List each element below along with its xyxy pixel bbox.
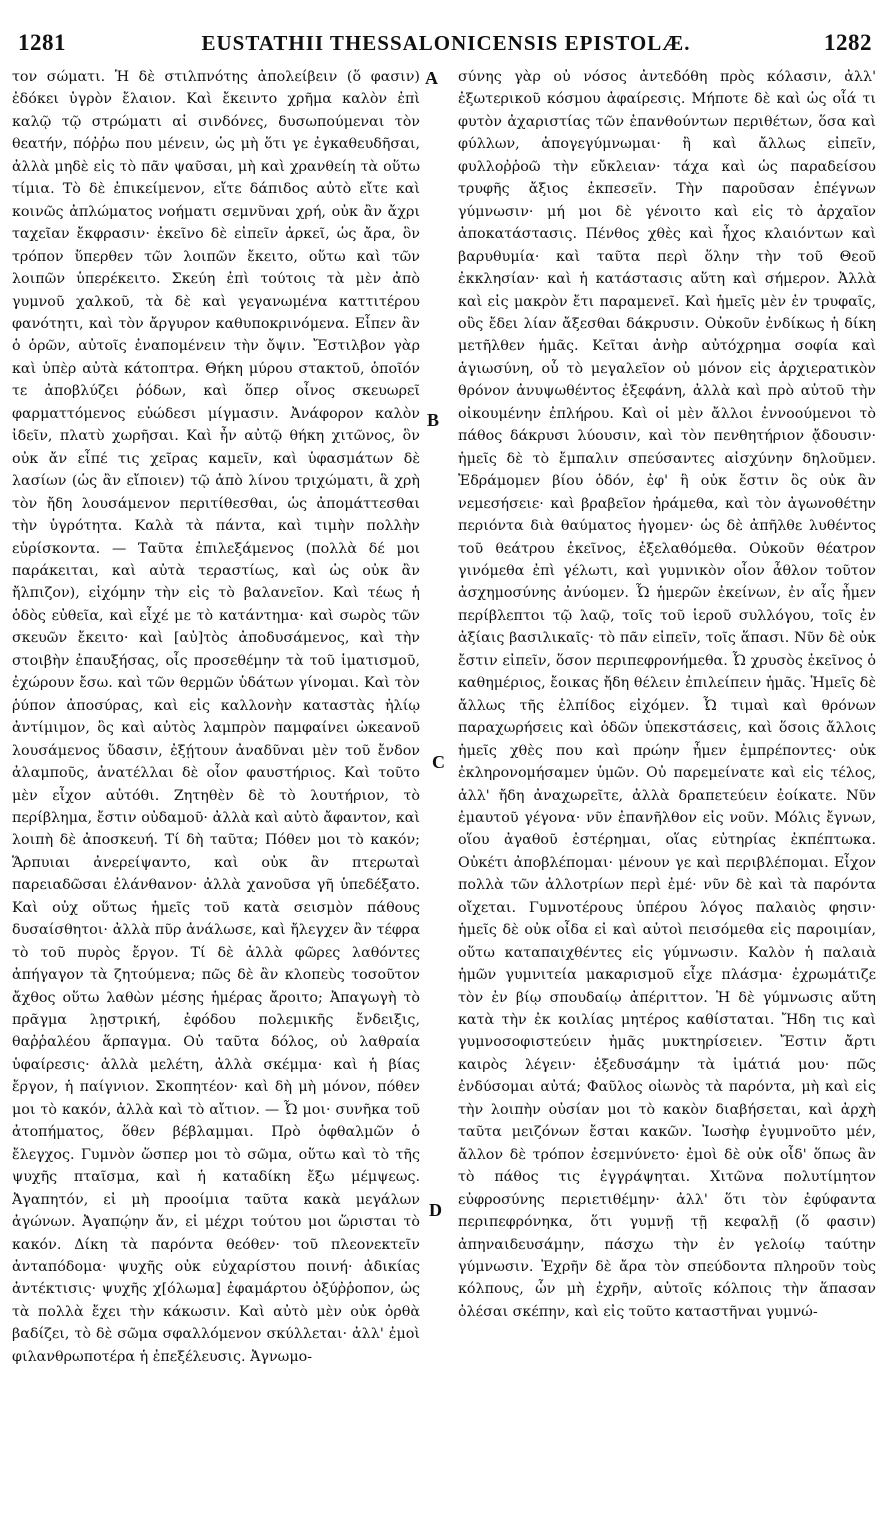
text-column-left (12, 66, 420, 1526)
page-number-left: 1281 (18, 30, 66, 55)
margin-letter-b: B (427, 410, 440, 430)
running-title: EUSTATHII THESSALONICENSIS EPISTOLÆ. (201, 31, 691, 55)
column-left-text: τον σώματι. Ἡ δὲ στιλπνότης ἀπολείβειν (ὅ φασιν) ἐδόκει ὑγρὸν ἔλαιον. Καὶ ἔκειντο χρῆμα καλὸν ἐπὶ καλῷ τῷ στρώματι αἱ σινδόνες, δυσωπούμεναι τὸν θεατήν, πόῤῥω που μένειν, ὡς μὴ ὅτι γε ἐγκαθευδῆσαι, ἀλλὰ μηδὲ εἰς τὸ πᾶν ψαῦσαι, μὴ καὶ χρανθείη τὰ οὕτω τίμια. Τὸ δὲ ἐπικείμενον, εἴτε δάπιδος αὐτὸ εἴτε καὶ κοινῶς ἀπλώματος νοήματι σεμνῦναι χρή, οὐκ ἂν ἄχρι ταχεῖαν ἔκφρασιν· ἐκεῖνο δὲ εἰπεῖν ἀρκεῖ, ὡς ἄρα, ὃν τρόπον ὕπερθεν τῶν λοιπῶν ἔκειτο, οὕτω καὶ τῶν λοιπῶν ὑπερέκειτο. Σκεύη ἐπὶ τούτοις τὰ μὲν ἀπὸ γυμνοῦ χαλκοῦ, τὰ δὲ καὶ γεγανωμένα καττιτέρου φανότητι, καὶ τὸν ἄργυρον καθυποκρινόμενα. Εἶπεν ἂν ὁ ὁρῶν, αὐτοῖς ἐναπομένειν τὴν ὄψιν. Ἔστιλβον γὰρ καὶ ὑπὲρ αὐτὰ κάτοπτρα. Θήκη μύρου στακτοῦ, ὁποῖόν τε ἀποβλύζει ῥόδων, καὶ ὅπερ οἶνος σκευωρεῖ φαρματτόμενος εὐώδεσι μίγμασιν. Ἀνάφορον καλὸν ἰδεῖν, πλατὺ χωρῆσαι. Καὶ ἦν αὐτῷ θήκη χιτῶνος, ὃν οὐκ ἄν εἶπέ τις χεῖρας καμεῖν, καὶ ὑφασμάτων δὲ λασίων (ὡς ἂν εἴποιεν) τῷ ἀπὸ λίνου τριχώματι, ἃ χρὴ τὸν ἤδη λουσάμενον περιτίθεσθαι, ὡς ἀπομάττεσθαι τὴν ὑγρότητα. Καλὰ τὰ πάντα, καὶ τιμὴν πολλὴν εὑρίσκοντα. — Ταῦτα ἐπιλεξάμενος (πολλὰ δέ μοι παράκειται, καὶ αὐτὰ τεραστίως, καὶ ὡς οὐκ ἂν ἤλπιζον), εἰχόμην τὴν εἰς τὸ βαλανεῖον. Καὶ τέως ἡ ὁδὸς εὐθεῖα, καὶ εἶχέ με τὸ κατάντημα· καὶ σωρὸς τῶν σκευῶν ἔκειτο· καὶ [αὐ]τὸς ἀποδυσάμενος, καὶ τὴν στοιβὴν ἐπαυξήσας, οἷς προσεθέμην τὰ τοῦ ἱματισμοῦ, ἐχώρουν ἔσω. καὶ τῶν θερμῶν ὑδάτων γίνομαι. Καὶ τὸν ῥύπον ἀποσύρας, καὶ εἰς καλλονὴν καταστὰς ἡλίῳ ἀντίμιμον, ὃς καὶ αὐτὸς λαμπρὸν παμφαίνει ὠκεανοῦ λουσάμενος ὕδασιν, ἐξῄτουν ἀναδῦναι μὲν τοῦ ἔνδον ἀλαμποῦς, ἀνατέλλαι δὲ οἷον φαυστήριος. Καὶ τοῦτο μὲν εἶχον αὐτόθι. Ζητηθὲν δὲ τὸ λουτήριον, τὸ περίβλημα, ἔστιν οὐδαμοῦ· ἀλλὰ καὶ αὐτὸ ἄφαντον, καὶ λοιπὴ δὲ ἀποσκευή. Τί δὴ ταῦτα; Πόθεν μοι τὸ κακόν; Ἅρπυιαι ἀνερείψαντο, καὶ οὐκ ἂν πτερωταὶ παρειαδῶσαι ἐλάνθανον· ἀλλὰ χανοῦσα γῆ ὑπεδέξατο. Καὶ οὐχ οὕτως ἡμεῖς τοῦ κατὰ σεισμὸν πάθους δυσαίσθητοι· ἀλλὰ πῦρ ἀνάλωσε, καὶ ἤλεγχεν ἂν τέφρα τὸ τοῦ πυρὸς ἔργον. Τί δὲ ἀλλὰ φῶρες λαθόντες ἀπήγαγον τὰ ζητούμενα; πῶς δὲ ἂν κλοπεὺς τοσοῦτον ἄχθος οὕτω λαθὼν μέσης ἡμέρας ἄροιτο; Ἀπαγωγὴ τὸ πρᾶγμα λῃστρική, ἐφόδου πολεμικῆς ἔνδειξις, θαῤῥαλέου ἅρπαγμα. Οὐ ταῦτα δόλος, οὐ λαθραία ὑφαίρεσις· ἀλλὰ μελέτη, ἀλλὰ σκέμμα· καὶ ἡ βίας ἔργον, ἡ παίγνιον. Σκοπητέον· καὶ δὴ μὴ μόνον, πόθεν μοι τὸ κακόν, ἀλλὰ καὶ τὸ αἴτιον. — Ὦ μοι· συνῆκα τοῦ ἀτοπήματος, ὅθεν βέβλαμμαι. Πρὸ ὀφθαλμῶν ὁ ἔλεγχος. Γυμνὸν ὥσπερ μοι τὸ σῶμα, οὕτω καὶ τὸ τῆς ψυχῆς πταῖσμα, καὶ ἡ καταδίκη ἔξω μέμψεως. Ἀγαπητόν, εἰ μὴ προοίμια ταῦτα κακὰ μεγάλων ἀγώνων. Ἀγαπῴην ἄν, εἰ μέχρι τούτου μοι ὥρισται τὸ κακόν. Δίκη τὰ παρόντα θεόθεν· τοῦ πλεονεκτεῖν ἀνταπόδομα· ψυχῆς οὐκ εὐχαρίστου ποινή· ἀδικίας ἀντέκτισις· ψυχῆς χ[όλωμα] ἐφαμάρτου ὀξύῤῥοπον, ὡς τὰ πολλὰ ἔχει τὴν κάκωσιν. Καὶ αὐτὸ μὲν οὐκ ὀρθὰ βαδίζει, τὸ δὲ σῶμα σφαλλόμενον σκύλλεται· ἀλλ' ἐμοὶ φιλανθρωποτέρα ἡ ἐπεξέλευσις. Ἀγνωμο- (12, 69, 420, 1365)
margin-letter-d: D (429, 1200, 442, 1220)
page-header (14, 30, 878, 60)
page-number-right: 1282 (824, 30, 872, 55)
margin-letter-a: A (425, 68, 438, 88)
margin-letter-c: C (432, 752, 445, 772)
column-right-text: σύνης γὰρ οὐ νόσος ἀντεδόθη πρὸς κόλασιν, ἀλλ' ἐξωτερικοῦ κόσμου ἀφαίρεσις. Μήποτε δὲ καὶ ὡς οἷά τι φυτὸν ἀχαριστίας τῶν ἐπανθούντων περιθέτων, ὅσα καὶ φύλλων, ἀπογεγύμνωμαι· ἢ καὶ ἄλλως εἰπεῖν, φυλλοῤῥοῶ τὴν εὔκλειαν· τάχα καὶ ὡς παραδείσου τρυφῆς ἄξιος ἐκπεσεῖν. Τὴν παροῦσαν ἐπέγνων γύμνωσιν· μή μοι δὲ γένοιτο καὶ εἰς τὸ ἀρχαῖον ἀποκατάστασις. Πένθος χθὲς καὶ ἦχος κλαιόντων καὶ βαρυθυμία· καὶ ταῦτα περὶ ὅλην τὴν τοῦ Θεοῦ ἐκκλησίαν· καὶ ἡ κατάστασις αὕτη καὶ σήμερον. Ἀλλὰ καὶ εἰς μακρὸν ἔτι παραμενεῖ. Καὶ ἡμεῖς μὲν ἐν τρυφαῖς, οὓς ἔδει λίαν ἄξεσθαι δάκρυσιν. Οὐκοῦν ἐνδίκως ἡ δίκη μετῆλθεν ἡμᾶς. Κεῖται ἀνὴρ αὐτόχρημα σοφία καὶ ἁγιωσύνη, οὗ τὸ μεγαλεῖον οὐ μόνον εἰς ἀρχιερατικὸν θρόνον ἀνυψωθέντος ἐξεφάνη, ἀλλὰ καὶ πρὸ αὐτοῦ τὴν οἰκουμένην ἐπλήρου. Καὶ οἱ μὲν ἄλλοι ἐννοούμενοι τὸ πάθος δάκρυσι λύουσιν, καὶ τὸν πενθητήριον ᾄδουσιν· ἡμεῖς δὲ τὸ ἔμπαλιν σπεύσαντες αἰσχύνην δηλοῦμεν. Ἐδράμομεν βίου ὁδόν, ἐφ' ἣ οὐκ ἔστιν ὃς οὐκ ἂν νεμεσήσειε· καὶ βραβεῖον ἠράμεθα, καὶ τὸν ἀγωνοθέτην περιόντα διὰ θαύματος ἡγομεν· ὡς δὲ ἀπῆλθε λυθέντος τοῦ θεάτρου ἐκεῖνος, ἐξελαθόμεθα. Οὐκοῦν θέατρον γινόμεθα ἐπὶ γέλωτι, καὶ γυμνικὸν οἷον ἆθλον τοῦτον ἀσχημοσύνης ἀνύομεν. Ὦ ἡμερῶν ἐκείνων, ἐν αἷς ἦμεν περίβλεπτοι τῷ λαῷ, τοῖς τοῦ ἱεροῦ συλλόγου, τοῖς ἐν ἀξίαις βασιλικαῖς· τὸ πᾶν εἰπεῖν, τοῖς ἅπασι. Νῦν δὲ οὐκ ἔστιν εἰπεῖν, ὅσον περιπεφρονήμεθα. Ὦ χρυσὸς ἐκεῖνος ὁ καθημέριος, ἔοικας ἤδη θέλειν ἐπιλείπειν ἡμᾶς. Ἡμεῖς δὲ ἄλλως τῆς ἐλπίδος εἰχόμεν. Ὦ τιμαὶ καὶ θρόνων παραχωρήσεις καὶ ὁδῶν ὑπεκστάσεις, καὶ ὅσοις ἄλλοις ἡμεῖς χθὲς που καὶ πρώην ἦμεν ἐμπρέποντες· οὐκ ἐκληρονομήσαμεν ὑμῶν. Οὐ παρεμείνατε καὶ εἰς τέλος, ἀλλ' ἤδη ἀναχωρεῖτε, ἀλλὰ δραπετεύειν ἐοίκατε. Νῦν ἐμαυτοῦ γέγονα· νῦν ἐπανῆλθον εἰς νοῦν. Μόλις ἔγνων, οἵου ἀγαθοῦ ἐστέρημαι, οἵας εὐτηρίας ἐκπέπτωκα. Οὐκέτι ἀποβλέπομαι· μένουν γε καὶ περιβλέπομαι. Εἶχον πολλὰ τῶν ἀλλοτρίων περὶ ἐμέ· νῦν δὲ καὶ τὰ παρόντα οἴχεται. Γυμνοτέρους ὑπέρου λόγος παλαιὸς φησιν· ἡμεῖς δὲ οὐκ οἶδα εἰ καὶ αὐτοὶ πεισόμεθα εἰς παροιμίαν, οὕτω καταπαιχθέντες εἰς γύμνωσιν. Καλὸν ἡ παλαιὰ ἡμῶν γυμνιτεία μακαρισμοῦ εἶχε πλάσμα· ἐχρωμάτιζε τὸν ἐν βίῳ σπουδαίῳ ἀπέριττον. Ἡ δὲ γύμνωσις αὕτη κατὰ τὴν ἐκ κοιλίας μητέρος καθίσταται. Ἤδη τις καὶ γυμνοσοφιστεύειν ἡμᾶς μυκτηρίσειεν. Ἔστιν ἄρτι καιρὸς λέγειν· ἐξεδυσάμην τὰ ἱμάτιά μου· πῶς ἐνδύσομαι αὐτά; Φαῦλος οἰωνὸς τὰ παρόντα, μὴ καὶ εἰς τὴν λοιπὴν οὐσίαν μοι τὸ κακὸν διαβήσεται, καὶ ἀρχὴ ταῦτα μειζόνων ἔσται κακῶν. Ἰωσὴφ ἐγυμνοῦτο μέν, ἄλλον δὲ τρόπον ἐσεμνύνετο· ἐμοὶ δὲ οὐκ οἶδ' ὅπως ἂν τὸ πάθος τις ἐγγράψηται. Χιτῶνα πολυτίμητον εὐφροσύνης περιετιθέμην· ἀλλ' ὅτι τὸν ἐφύφαντα περιπεφρόνηκα, ὅτι γυμνῇ τῇ κεφαλῇ (ὅ φασιν) ἀπηναιδευσάμην, πάσχω τὴν ἐν γελοίῳ ταύτην γύμνωσιν. Ἐχρῆν δὲ ἄρα τὸν σπεύδοντα πληροῦν τοὺς κόλπους, ὧν μὴ ἐχρῆν, αὐτοῖς κόλποις τὴν ἅπασαν ὀλέσαι σκέπην, καὶ εἰς τοῦτο καταστῆναι γυμνώ- (458, 69, 876, 1320)
text-column-right (458, 66, 876, 1526)
